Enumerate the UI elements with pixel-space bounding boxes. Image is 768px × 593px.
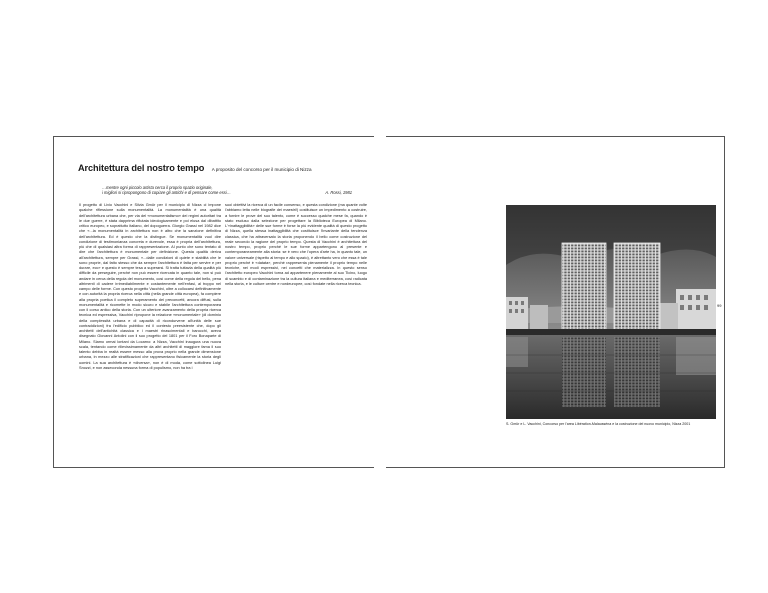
page-number: 99 xyxy=(717,303,722,308)
article-subtitle: A proposito del concorso per il municipio di Nizza xyxy=(211,167,312,172)
body-text-column-2: suoi obiettivi la ricerca di un facile consenso, e questa condizione (ma quante volte l'abbiamo letta nelle biografie dei maestri!) costituisce un impedimento a costruire, a fornire le prove del suo talento, come è successo qualche mese fa, quando è stato escluso dalla selezione per progettare la Biblioteca Europea di Milano. L'«inattaggibilità» delle sue forme è forse la più evidente qualità di questo progetto di Nizza, quella stessa inattaggibilità che costituisce l'invariante della tendenza classica, che ha attraversato la storia proponendo il bello come costruzione del reale secondo la ragione del proprio tempo. Questa di Vacchini è architettura del nostro tempo, proprio perché le sue forme appartengono al presente e contemporaneamente alla storia: se è vero che l'opera d'arte ha, in quanto tale, un valore universale (rispetto al tempo e allo spazio), è altrettanto vero che essa è tale proprio perché è «datata», perché rappresenta pienamente il proprio tempo nelle tecniche, nei modi espressivi, nei concetti che materializza. In questo senso l'architetto europeo Vacchini torna ad appartenere pienamente al suo Ticino, luogo di scambio e di contaminazione tra la cultura italiana e mediterranea, così radicata nella storia, e le culture centre e nordeuropee, così fondate nella ricerca tecnica. xyxy=(225,203,367,286)
building-photo-illustration xyxy=(506,205,716,419)
body-column-2 xyxy=(225,203,367,287)
epigraph xyxy=(102,185,352,196)
right-page xyxy=(386,136,725,468)
body-text-column-1: Il progetto di Livio Vacchini e Silvia Gmür per il municipio di Nizza ci impone qualche riflessione sulla monumentalità. La monumentalità è una qualità dell'architettura urbana che, per via del «monumentalismo» dei regimi autoritari tra le due guerre, è stata dapprima rifiutata ideologicamente e poi elusa dal dibattito critico europeo, e soprattutto italiano, del dopoguerra. Giorgio Grassi nel 1982 dice che «...la monumentalità in architettura non è altro che la sanzione definitiva dell'architettura. Ed è questo che la distingue. Se monumentalità vuol dire condizione di testimonianza concreta e durevole, essa è propria dell'architettura, più che di qualsiasi altra forma di rappresentazione. Al punto che sono tentato di dire che l'architettura è monumentale per definizione. Questa qualità deriva all'architettura, sempre per Grassi, «...dalle condizioni di quiete e stabilità che le sono proprie, dal fatto stesso che da sempre l'architettura è fatta per servire e per durare, ecc» e questo è sempre tesa a superarsi. Si tratta tuttavia della qualità più difficile da perseguire, perché non può essere ricercata in quanto tale, non si può andare in cerca della regola del monumento, così come della regola del bello, pena altrimenti di cadere irrimediabilmente e costantemente nell'enfasi, al troppo nel campo delle forme. Con questo progetto Vacchini, oltre a collocarsi definitivamente e con autorità la propria ricerca nella città (nella grande città europea), fa compiere alla propria poetica il completo superamento dei preconcetti, ancora diffusi, sulla monumentalità e ricomette in modo sicuro e stabile l'architettura contemporanea con il corso antico della storia. Con un ulteriore avanzamento della propria ricerca tecnica ed espressiva, Vacchini ripropone la relazione «monumentale» (di dominio della complessità urbana e di capacità di ricondurvene all'unità delle sue contraddizioni) fra l'edificio pubblico ed il contesto preesistente che, dopo gli architetti dell'antichità classica e i maestri rinascimentali e barocchi, aveva disegnato Giovanni Antolini con il suo progetto del 1801 per il Foro Bonaparte di Milano. Siamo ormai lontani da Locarno: a Nizza, Vacchini inaugura una nuova scala, tentando come rilievissimamente da altri architetti di maggiore fama il suo talento debba in realtà essere messo alla prova proprio nella grande dimensione urbana, in mezzo alle stratificazioni che rappresentano fisicamente la storia degli uomini. La sua architettura è «diversa», non è di moda, come sottolinea Luigi Snozzi, e non asseconda nessuna forma di populismo, non ha tra i xyxy=(79,203,221,370)
photo-caption: S. Gmür e L. Vacchini, Concorso per l'area Libération-Malausséna e la costruzione del nuovo municipio, Nizza 2001 xyxy=(506,422,691,426)
body-column-1 xyxy=(79,203,221,371)
building-photo xyxy=(506,205,716,419)
epigraph-attribution: A. Rossi, 1981 xyxy=(325,190,352,196)
left-page xyxy=(53,136,374,468)
article-header xyxy=(78,158,312,176)
epigraph-line: i migliori si ripropongono di copiare gli antichi e di pensare come essi… xyxy=(102,190,231,196)
article-title: Architettura del nostro tempo xyxy=(78,163,205,173)
page-gutter xyxy=(374,136,386,468)
epigraph-line: …mentre ogni piccolo artista cerca il proprio spazio originale, xyxy=(102,185,213,190)
